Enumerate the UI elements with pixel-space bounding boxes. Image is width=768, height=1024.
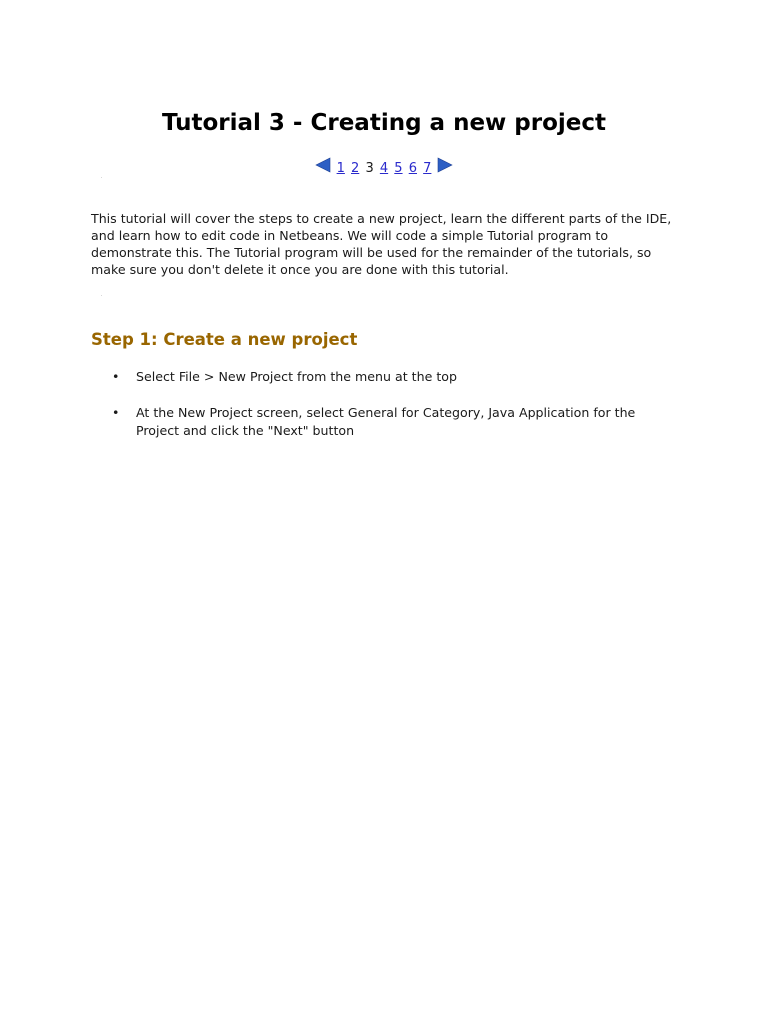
page-title: Tutorial 3 - Creating a new project [161,110,607,136]
right-arrow-icon[interactable] [437,157,453,179]
page-current-3: 3 [365,160,374,176]
list-item-text: Select File > New Project from the menu at the top [136,369,457,384]
list-item [91,368,681,386]
page-link-1[interactable]: 1 [336,160,345,176]
spacer-dot [101,177,102,178]
bullet-glyph: • [112,369,120,384]
list-item-text: At the New Project screen, select General for Category, Java Application for the Project and click the "Next" button [136,405,636,438]
page-link-4[interactable]: 4 [379,160,389,176]
page-link-6[interactable]: 6 [408,160,417,176]
page-link-7[interactable]: 7 [423,160,432,176]
list-item [91,404,681,440]
pagination [0,157,768,179]
page-link-2[interactable]: 2 [351,160,360,176]
left-arrow-icon[interactable] [315,157,331,179]
intro-paragraph: This tutorial will cover the steps to create a new project, learn the different parts of the IDE, and learn how to edit code in Netbeans. We will code a simple Tutorial program to demonstrate this. The Tutorial program will be used for the remainder of the tutorials, so make sure you don't delete it once you are done with this tutorial. [91,211,672,277]
step-1-heading: Step 1: Create a new project [91,330,358,349]
bullet-glyph: • [112,405,120,420]
page-link-5[interactable]: 5 [394,160,403,176]
step-1-list [91,368,681,458]
spacer-dot [101,295,102,296]
